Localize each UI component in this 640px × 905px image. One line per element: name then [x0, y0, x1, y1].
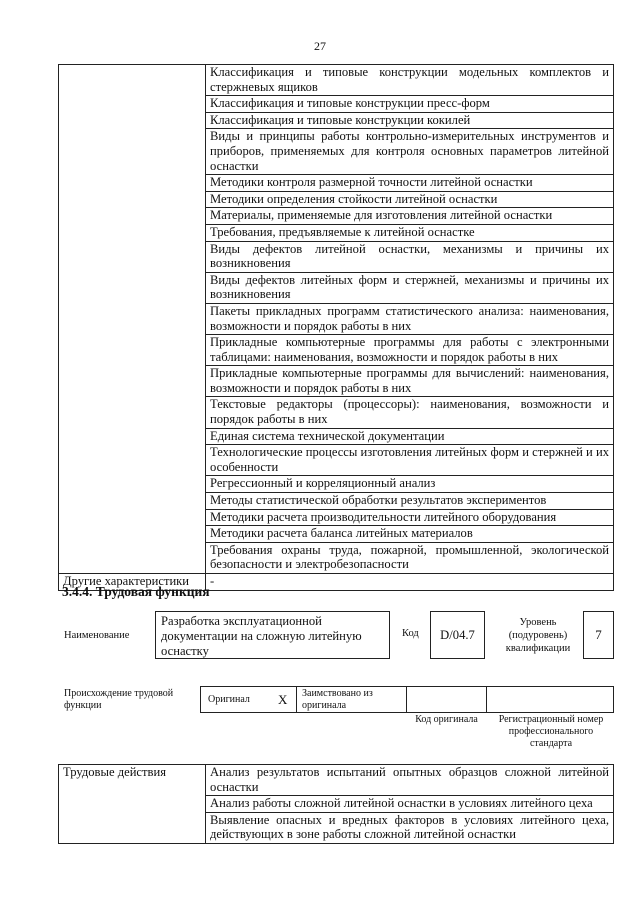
knowledge-item: Требования охраны труда, пожарной, промышленной, экологической безопасности и электробезопасности	[206, 542, 614, 573]
knowledge-item: Классификация и типовые конструкции кокилей	[206, 112, 614, 129]
knowledge-item: Методики определения стойкости литейной оснастки	[206, 191, 614, 208]
borrowed-label: Заимствовано из оригинала	[302, 688, 373, 711]
knowledge-item: Регрессионный и корреляционный анализ	[206, 476, 614, 493]
other-characteristics-value: -	[206, 574, 614, 591]
knowledge-row	[59, 65, 614, 96]
knowledge-row	[59, 476, 614, 493]
knowledge-item: Прикладные компьютерные программы для вычислений: наименования, возможности и порядок работы в них	[206, 366, 614, 397]
code-value: D/04.7	[440, 628, 475, 642]
knowledge-row	[59, 397, 614, 428]
action-item: Анализ работы сложной литейной оснастки в условиях литейного цеха	[206, 796, 614, 813]
original-label: Оригинал	[208, 694, 250, 705]
knowledge-left-cell	[59, 303, 206, 334]
knowledge-left-cell	[59, 65, 206, 96]
knowledge-left-cell	[59, 208, 206, 225]
knowledge-item: Виды дефектов литейной оснастки, механизмы и причины их возникновения	[206, 241, 614, 272]
knowledge-item: Прикладные компьютерные программы для работы с электронными таблицами: наименования, возможности и порядок работы в них	[206, 335, 614, 366]
reg-number-cell	[486, 686, 614, 713]
knowledge-row	[59, 272, 614, 303]
function-name-value: Разработка эксплуатационной документации на сложную литейную оснастку	[161, 614, 362, 658]
knowledge-row	[59, 509, 614, 526]
name-label: Наименование	[64, 630, 130, 641]
knowledge-row	[59, 96, 614, 113]
knowledge-row	[59, 542, 614, 573]
knowledge-left-cell	[59, 96, 206, 113]
section-heading: 3.4.4. Трудовая функция	[62, 584, 210, 599]
function-name-box	[155, 611, 390, 659]
other-characteristics-label: Другие характеристики	[59, 574, 206, 591]
code-box	[430, 611, 485, 659]
knowledge-row	[59, 493, 614, 510]
level-box	[583, 611, 614, 659]
knowledge-item: Классификация и типовые конструкции модельных комплектов и стержневых ящиков	[206, 65, 614, 96]
knowledge-item: Виды и принципы работы контрольно-измерительных инструментов и приборов, применяемых для контроля основных параметров литейной оснастки	[206, 129, 614, 175]
knowledge-left-cell	[59, 224, 206, 241]
knowledge-left-cell	[59, 428, 206, 445]
knowledge-table	[58, 64, 614, 591]
knowledge-row	[59, 129, 614, 175]
knowledge-item: Методики контроля размерной точности литейной оснастки	[206, 175, 614, 192]
code-original-label: Код оригинала	[415, 714, 478, 725]
knowledge-item: Пакеты прикладных программ статистического анализа: наименования, возможности и порядок работы в них	[206, 303, 614, 334]
code-label: Код	[402, 628, 419, 639]
knowledge-item: Виды дефектов литейных форм и стержней, механизмы и причины их возникновения	[206, 272, 614, 303]
knowledge-item: Методы статистической обработки результатов экспериментов	[206, 493, 614, 510]
knowledge-left-cell	[59, 129, 206, 175]
actions-label: Трудовые действия	[59, 765, 206, 844]
knowledge-left-cell	[59, 445, 206, 476]
reg-number-label: Регистрационный номер профессионального стандарта	[498, 714, 604, 749]
knowledge-left-cell	[59, 175, 206, 192]
knowledge-left-cell	[59, 542, 206, 573]
page-number: 27	[314, 39, 326, 53]
knowledge-item: Единая система технической документации	[206, 428, 614, 445]
knowledge-left-cell	[59, 526, 206, 543]
knowledge-item: Методики расчета производительности литейного оборудования	[206, 509, 614, 526]
knowledge-left-cell	[59, 397, 206, 428]
knowledge-row	[59, 224, 614, 241]
knowledge-row	[59, 191, 614, 208]
knowledge-left-cell	[59, 366, 206, 397]
knowledge-row	[59, 303, 614, 334]
knowledge-row	[59, 428, 614, 445]
origin-label: Происхождение трудовой функции	[64, 688, 174, 711]
knowledge-left-cell	[59, 509, 206, 526]
knowledge-left-cell	[59, 493, 206, 510]
action-row	[59, 765, 614, 796]
original-mark: X	[278, 692, 288, 707]
knowledge-row	[59, 526, 614, 543]
knowledge-row	[59, 112, 614, 129]
knowledge-left-cell	[59, 272, 206, 303]
knowledge-item: Текстовые редакторы (процессоры): наименования, возможности и порядок работы в них	[206, 397, 614, 428]
knowledge-row	[59, 208, 614, 225]
borrowed-cell	[296, 686, 407, 713]
knowledge-item: Технологические процессы изготовления литейных форм и стержней и их особенности	[206, 445, 614, 476]
knowledge-left-cell	[59, 335, 206, 366]
original-cell	[200, 686, 297, 713]
knowledge-left-cell	[59, 241, 206, 272]
knowledge-item: Методики расчета баланса литейных материалов	[206, 526, 614, 543]
knowledge-row	[59, 335, 614, 366]
knowledge-row	[59, 366, 614, 397]
level-label: Уровень (подуровень) квалификации	[505, 617, 571, 654]
knowledge-item: Требования, предъявляемые к литейной оснастке	[206, 224, 614, 241]
level-value: 7	[595, 627, 602, 642]
code-original-cell	[406, 686, 487, 713]
actions-table	[58, 764, 614, 844]
knowledge-left-cell	[59, 476, 206, 493]
knowledge-row	[59, 175, 614, 192]
knowledge-item: Материалы, применяемые для изготовления литейной оснастки	[206, 208, 614, 225]
action-item: Анализ результатов испытаний опытных образцов сложной литейной оснастки	[206, 765, 614, 796]
knowledge-item: Классификация и типовые конструкции пресс-форм	[206, 96, 614, 113]
knowledge-left-cell	[59, 112, 206, 129]
knowledge-row	[59, 445, 614, 476]
action-item: Выявление опасных и вредных факторов в условиях литейного цеха, действующих в зоне работы сложной литейной оснастки	[206, 812, 614, 843]
knowledge-row	[59, 241, 614, 272]
knowledge-left-cell	[59, 191, 206, 208]
